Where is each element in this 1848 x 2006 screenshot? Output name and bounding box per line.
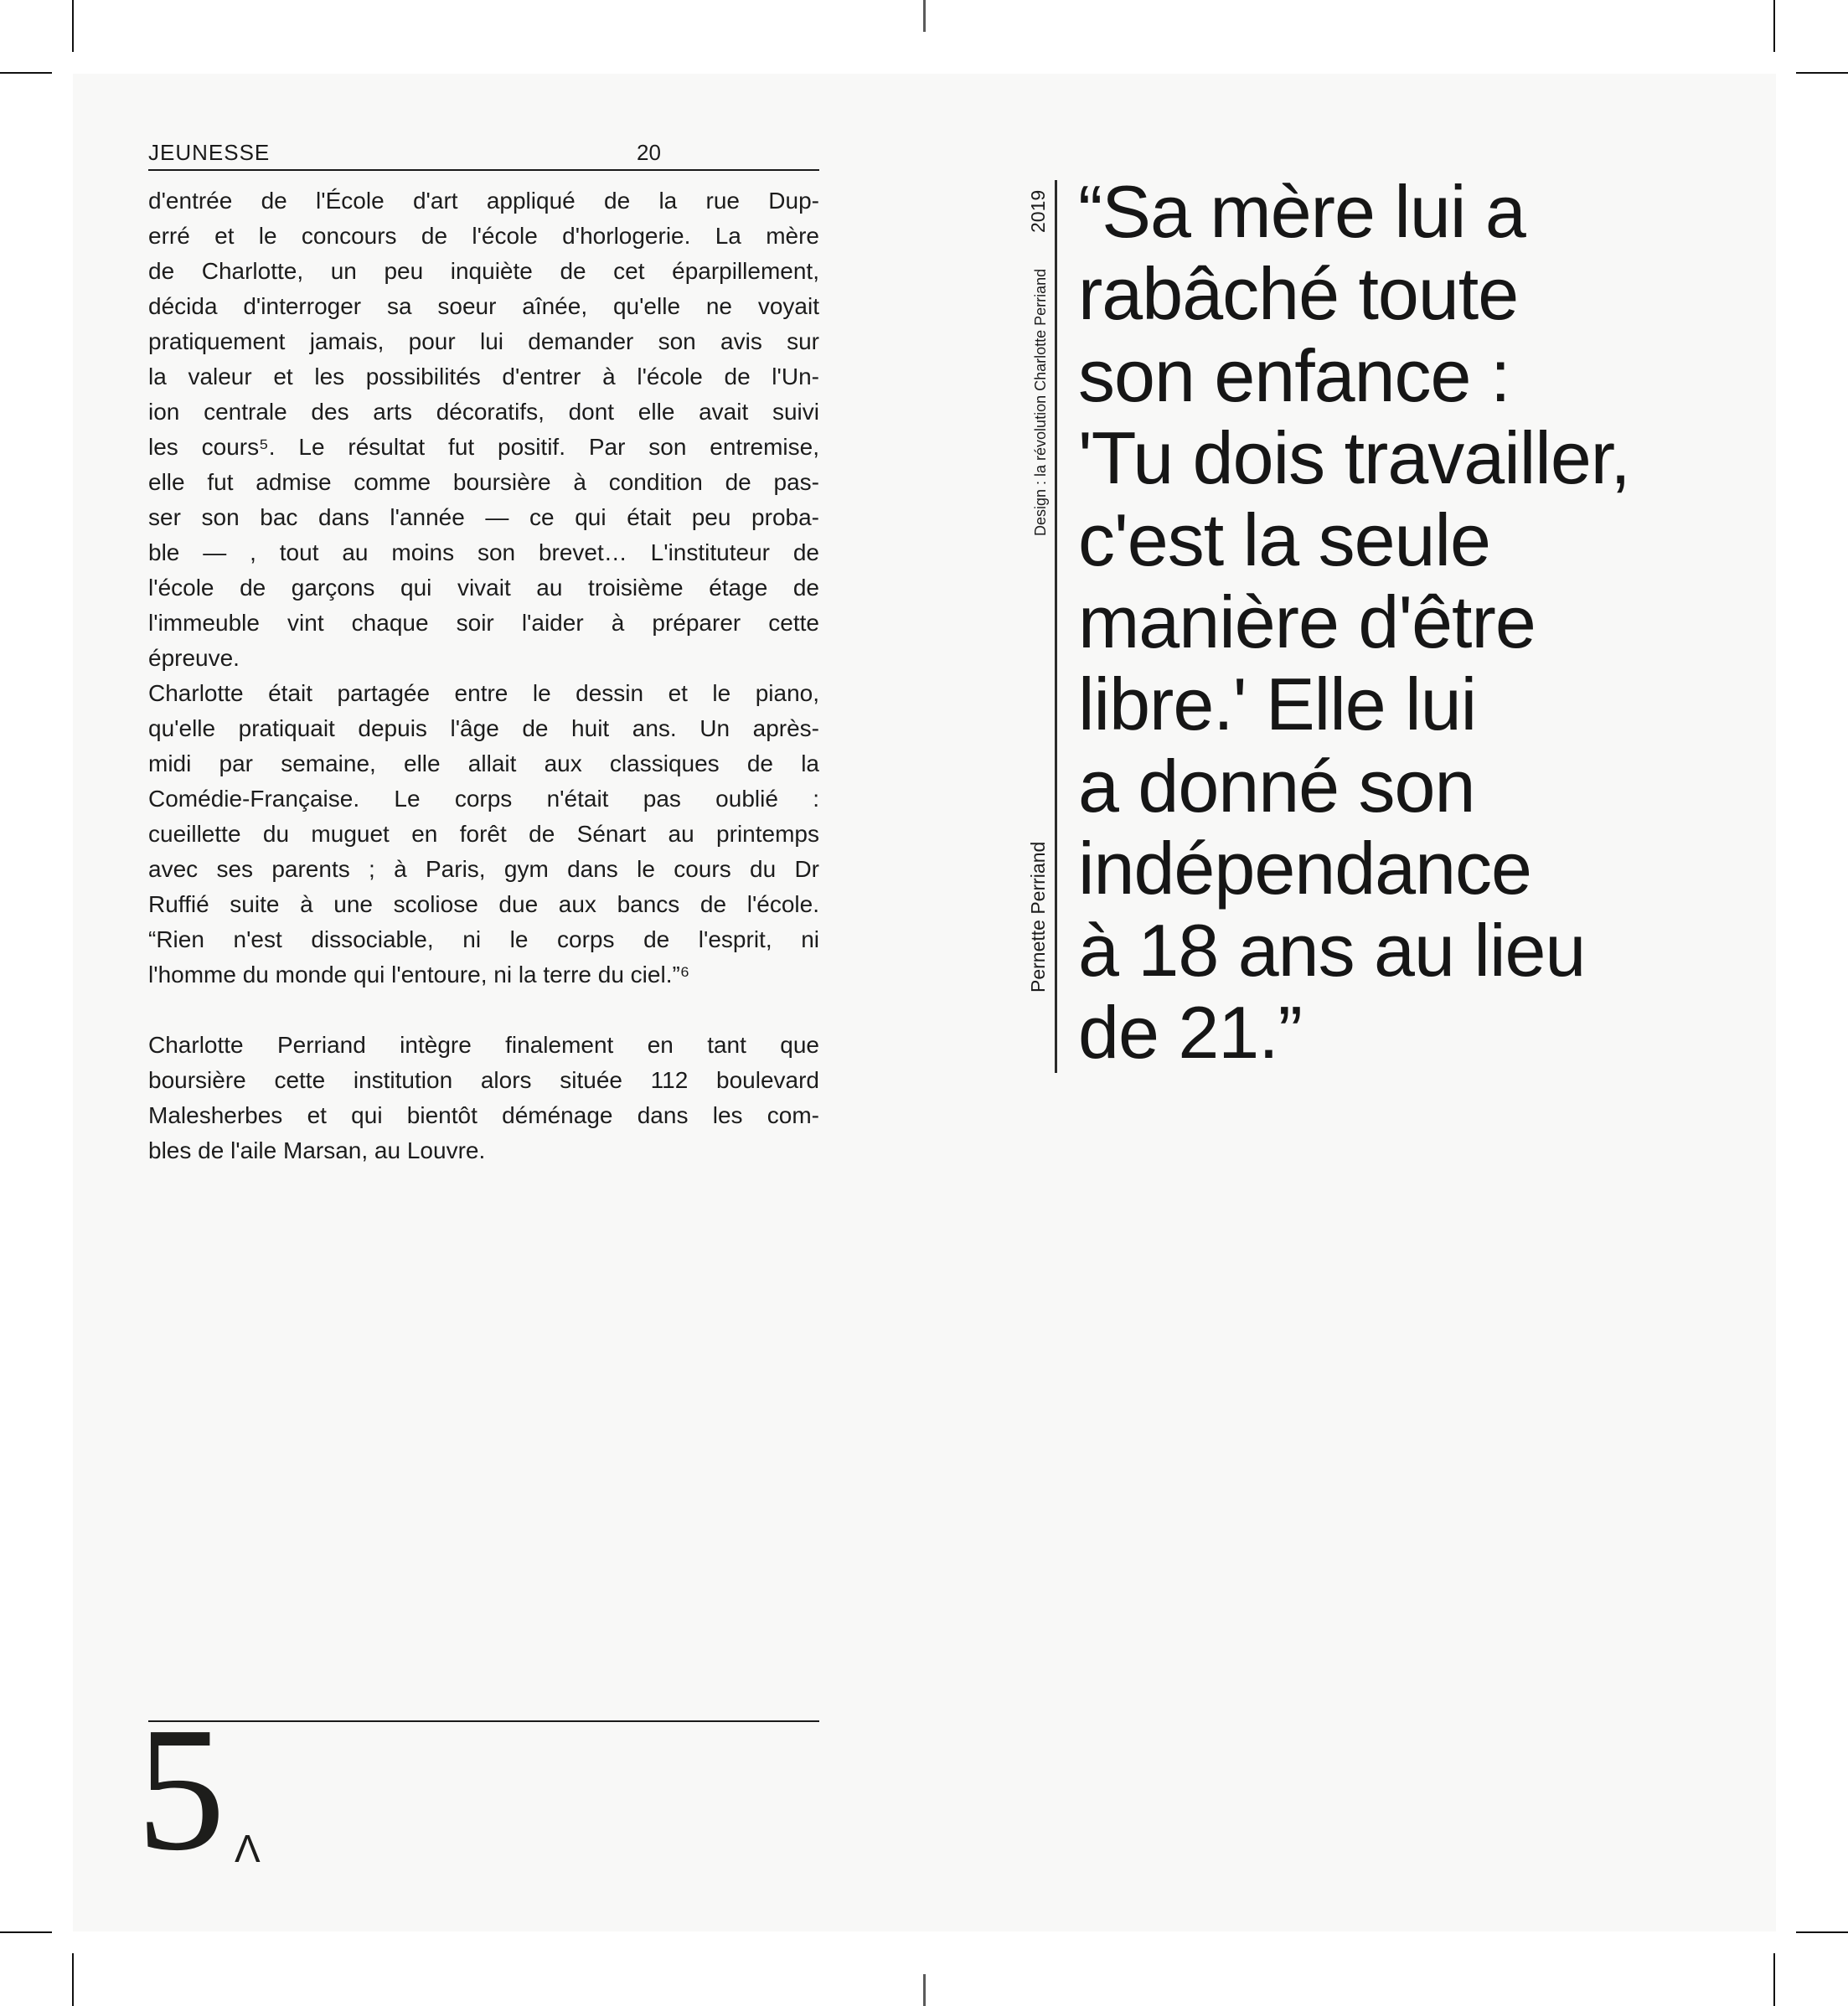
body-line: l'homme du monde qui l'entoure, ni la terre du ciel.”⁶ [148,962,690,988]
body-line: Charlotte Perriand intègre finalement en tant que [148,1032,819,1058]
body-line: qu'elle pratiquait depuis l'âge de huit ans. Un après- [148,715,819,741]
body-line: décida d'interroger sa soeur aînée, qu'elle ne voyait [148,293,819,319]
crop-mark-top-left-horizontal [0,72,52,74]
running-header [148,141,819,171]
pull-quote-line: rabâché toute [1078,252,1519,335]
body-line: ion centrale des arts décoratifs, dont elle avait suivi [148,399,819,425]
footer-rule [148,1720,819,1722]
body-line: Comédie-Française. Le corps n'était pas oublié : [148,786,819,812]
body-text-column [148,183,819,1168]
pull-quote [1078,171,1782,1074]
body-line: épreuve. [148,645,240,671]
pull-quote-line: indépendance [1078,827,1531,910]
crop-mark-bottom-left-vertical [72,1953,74,2006]
crop-mark-top-right-vertical [1773,0,1775,52]
pull-quote-line: c'est la seule [1078,498,1490,581]
body-line: ser son bac dans l'année — ce qui était peu proba- [148,504,819,530]
body-line: d'entrée de l'École d'art appliqué de la rue Dup- [148,188,819,214]
section-title: JEUNESSE [148,140,271,165]
body-line: avec ses parents ; à Paris, gym dans le cours du Dr [148,856,819,882]
pull-quote-line: 'Tu dois travailler, [1078,416,1630,499]
vertical-rule [1055,180,1057,1073]
body-line: erré et le concours de l'école d'horlogerie. La mère [148,223,819,249]
crop-mark-top-left-vertical [72,0,74,52]
body-line [148,993,819,1028]
body-line: de Charlotte, un peu inquiète de cet éparpillement, [148,258,819,284]
body-line: bles de l'aile Marsan, au Louvre. [148,1137,486,1163]
pull-quote-line: a donné son [1078,745,1475,828]
body-line: pratiquement jamais, pour lui demander son avis sur [148,328,819,354]
book-page [73,74,1776,1931]
pull-quote-line: à 18 ans au lieu [1078,909,1586,992]
body-line: cueillette du muguet en forêt de Sénart au printemps [148,821,819,847]
body-line: Malesherbes et qui bientôt déménage dans les com- [148,1102,819,1128]
pull-quote-line: son enfance : [1078,334,1510,417]
body-line: Charlotte était partagée entre le dessin et le piano, [148,680,819,706]
body-line: Ruffié suite à une scoliose due aux bancs de l'école. [148,891,819,917]
crop-mark-top-right-horizontal [1796,72,1848,74]
pull-quote-line: “Sa mère lui a [1078,170,1525,253]
body-line: la valeur et les possibilités d'entrer à l'école de l'Un- [148,364,819,389]
crop-mark-bottom-right-vertical [1773,1953,1775,2006]
body-line: boursière cette institution alors située 112 boulevard [148,1067,819,1093]
body-line: l'école de garçons qui vivait au troisième étage de [148,575,819,601]
crop-mark-bottom-center [923,1974,926,2006]
body-line: elle fut admise comme boursière à condition de pas- [148,469,819,495]
label-book-title: Design : la révolution Charlotte Perriand [1032,268,1049,536]
crop-mark-bottom-left-horizontal [0,1931,52,1933]
body-line: ble — , tout au moins son brevet… L'instituteur de [148,539,819,565]
crop-mark-bottom-right-horizontal [1796,1931,1848,1933]
crop-mark-top-center [923,0,926,32]
label-year: 2019 [1027,189,1049,233]
body-line: les cours⁵. Le résultat fut positif. Par son entremise, [148,434,819,460]
caret-icon: Λ [235,1827,261,1870]
body-line: l'immeuble vint chaque soir l'aider à préparer cette [148,610,819,636]
page-number: 20 [637,140,661,165]
label-author: Pernette Perriand [1027,841,1049,993]
pull-quote-line: libre.' Elle lui [1078,663,1477,745]
body-line: “Rien n'est dissociable, ni le corps de l'esprit, ni [148,926,819,952]
pull-quote-line: de 21.” [1078,991,1302,1074]
chapter-numeral: 5 [137,1690,225,1887]
pull-quote-line: manière d'être [1078,580,1536,663]
body-line: midi par semaine, elle allait aux classiques de la [148,750,819,776]
